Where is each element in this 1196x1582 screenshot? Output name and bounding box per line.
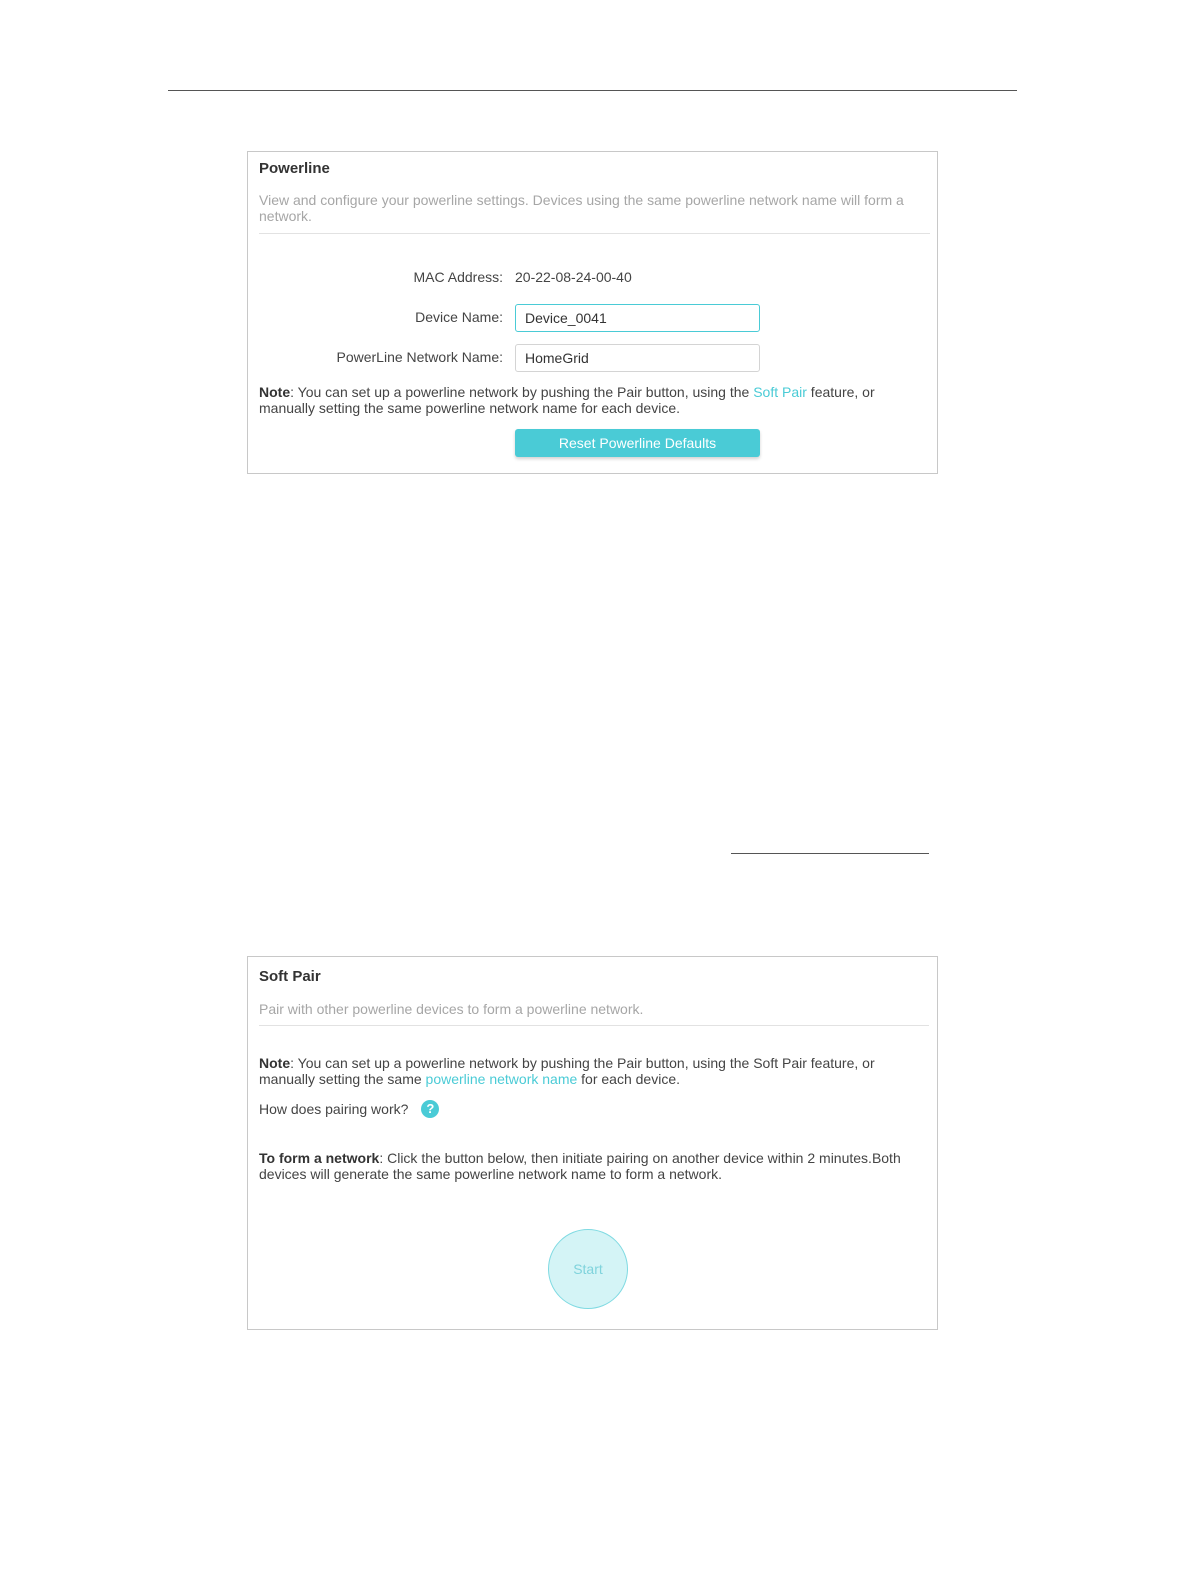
powerline-note-label: Note xyxy=(259,384,291,400)
soft-pair-title: Soft Pair xyxy=(259,968,321,985)
powerline-note-text-1: : You can set up a powerline network by pushing the Pair button, using the xyxy=(290,384,754,400)
mac-address-value: 20-22-08-24-00-40 xyxy=(515,269,632,285)
network-name-label: PowerLine Network Name: xyxy=(336,349,503,365)
powerline-note-text-2: feature, or manually setting the same powerline network name for each device. xyxy=(259,384,875,416)
form-network-label: To form a network xyxy=(259,1150,380,1166)
device-name-label: Device Name: xyxy=(415,309,503,325)
soft-pair-divider xyxy=(259,1025,929,1026)
device-name-input[interactable] xyxy=(515,304,760,332)
powerline-title: Powerline xyxy=(259,160,330,177)
page-header-rule xyxy=(168,90,1017,91)
mac-address-label: MAC Address: xyxy=(413,269,503,285)
reset-powerline-defaults-button[interactable]: Reset Powerline Defaults xyxy=(515,429,760,457)
powerline-note xyxy=(259,384,919,416)
form-network-description: : Click the button below, then initiate pairing on another device within 2 minutes.Both devices will generate the same powerline network name to form a network. xyxy=(259,1150,901,1182)
form-network-text xyxy=(259,1150,924,1182)
help-icon[interactable]: ? xyxy=(421,1100,439,1118)
powerline-network-name-link[interactable]: powerline network name xyxy=(425,1071,578,1087)
soft-pair-note xyxy=(259,1055,919,1087)
how-pairing-label: How does pairing work? xyxy=(259,1101,409,1117)
soft-pair-description: Pair with other powerline devices to form a powerline network. xyxy=(259,1001,644,1017)
soft-pair-note-label: Note xyxy=(259,1055,291,1071)
start-button[interactable]: Start xyxy=(548,1229,628,1309)
powerline-divider xyxy=(259,233,930,234)
how-pairing-row xyxy=(259,1100,439,1118)
divider-rule xyxy=(731,853,929,854)
soft-pair-note-text-2: for each device. xyxy=(577,1071,681,1087)
soft-pair-link[interactable]: Soft Pair xyxy=(753,384,807,400)
network-name-input[interactable] xyxy=(515,344,760,372)
powerline-panel xyxy=(247,151,938,474)
soft-pair-note-text-1: : You can set up a powerline network by pushing the Pair button, using the Soft Pair feature, or manually setting the same xyxy=(259,1055,875,1087)
soft-pair-panel xyxy=(247,956,938,1330)
powerline-description: View and configure your powerline settings. Devices using the same powerline network name will form a network. xyxy=(259,192,904,224)
